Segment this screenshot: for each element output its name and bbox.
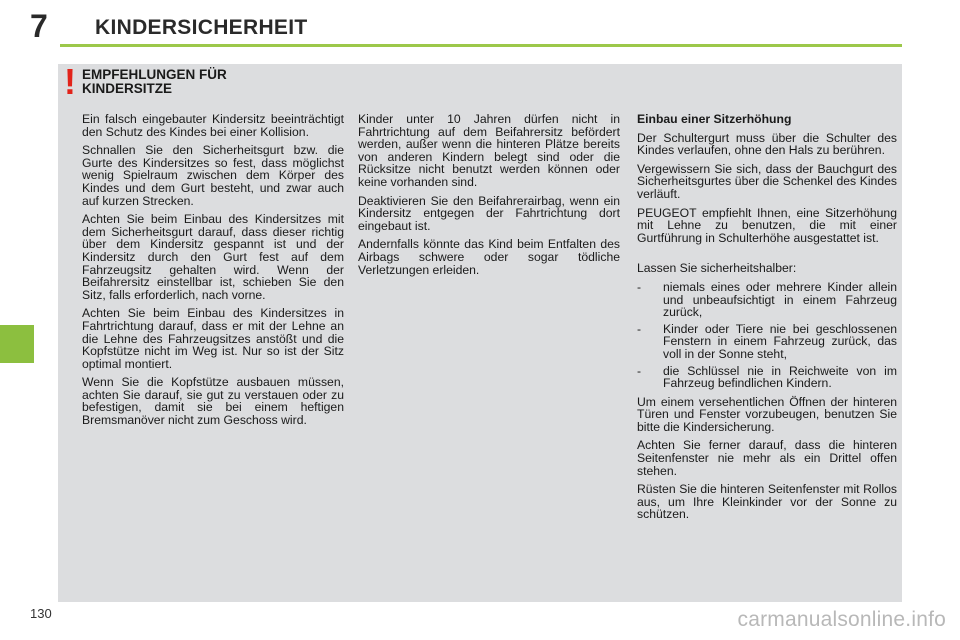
list-item-text: Kinder oder Tiere nie bei geschlossenen Fenstern in einem Fahrzeug zurück, das voll in der Sonne steht, bbox=[663, 321, 897, 361]
header-divider bbox=[60, 44, 902, 47]
section-title bbox=[82, 68, 322, 96]
text-column-2 bbox=[358, 113, 620, 282]
paragraph: PEUGEOT empfiehlt Ihnen, eine Sitzerhöhung mit Lehne zu benutzen, die mit einer Gurtführung in Schulterhöhe ausgestattet ist. bbox=[637, 205, 897, 245]
list-item-text: niemals eines oder mehrere Kinder allein und unbeaufsichtigt in einem Fahrzeug zurück, bbox=[663, 279, 897, 320]
list-item bbox=[637, 281, 897, 319]
paragraph: Rüsten Sie die hinteren Seitenfenster mit Rollos aus, um Ihre Kleinkinder vor der Sonne zu schützen. bbox=[637, 482, 897, 522]
section-title-line2: KINDERSITZE bbox=[82, 81, 173, 96]
list-intro: Lassen Sie sicherheitshalber: bbox=[637, 261, 797, 276]
paragraph: Deaktivieren Sie den Beifahrerairbag, wenn ein Kindersitz entgegen der Fahrtrichtung dort eingebaut ist. bbox=[358, 193, 620, 233]
paragraph: Kinder unter 10 Jahren dürfen nicht in Fahrtrichtung auf dem Beifahrersitz befördert werden, außer wenn die hinteren Plätze bereits von anderen Kindern belegt sind oder die Rücksitze nicht benutzt werden können oder keine vorhanden sind. bbox=[358, 112, 620, 189]
chapter-title: KINDERSICHERHEIT bbox=[95, 16, 308, 39]
text-column-1 bbox=[82, 113, 344, 433]
list-item bbox=[637, 323, 897, 361]
dash-marker: - bbox=[637, 321, 642, 336]
paragraph: Ein falsch eingebauter Kindersitz beeinträchtigt den Schutz des Kindes bei einer Kollision. bbox=[82, 112, 344, 139]
paragraph: Achten Sie beim Einbau des Kindersitzes in Fahrtrichtung darauf, dass er mit der Lehne an die Lehne des Fahrzeugsitzes anstößt und die Kopfstütze nicht im Weg ist. Nur so ist der Sitz optimal montiert. bbox=[82, 306, 344, 371]
list-item-text: die Schlüssel nie in Reichweite von im Fahrzeug befindlichen Kindern. bbox=[663, 363, 897, 391]
paragraph: Vergewissern Sie sich, dass der Bauchgurt des Sicherheitsgurtes über die Schenkel des Kindes verläuft. bbox=[637, 161, 897, 201]
warning-icon: ! bbox=[64, 61, 76, 102]
paragraph: Wenn Sie die Kopfstütze ausbauen müssen, achten Sie darauf, sie gut zu verstauen oder zu befestigen, damit sie bei einem heftigen Bremsmanöver nicht zum Geschoss wird. bbox=[82, 375, 344, 428]
chapter-side-tab bbox=[0, 325, 34, 363]
watermark: carmanualsonline.info bbox=[737, 608, 946, 631]
page-number: 130 bbox=[30, 606, 52, 621]
section-title-line1: EMPFEHLUNGEN FÜR bbox=[82, 67, 227, 82]
text-column-3 bbox=[637, 113, 897, 527]
paragraph: Achten Sie ferner darauf, dass die hinteren Seitenfenster nie mehr als ein Drittel offen stehen. bbox=[637, 438, 897, 478]
chapter-number: 7 bbox=[30, 8, 48, 44]
dash-marker: - bbox=[637, 279, 642, 294]
safety-list bbox=[637, 281, 897, 390]
dash-marker: - bbox=[637, 363, 642, 378]
paragraph: Achten Sie beim Einbau des Kindersitzes mit dem Sicherheitsgurt darauf, dass dieser richtig über dem Kindersitz gespannt ist und der Kindersitz durch den Gurt fest auf dem Fahrzeugsitz gehalten wird. Wenn der Beifahrersitz einstellbar ist, schieben Sie den Sitz, falls erforderlich, nach vorne. bbox=[82, 212, 344, 302]
subheading: Einbau einer Sitzerhöhung bbox=[637, 112, 792, 126]
paragraph: Schnallen Sie den Sicherheitsgurt bzw. die Gurte des Kindersitzes so fest, dass möglichst wenig Spielraum zwischen dem Körper des Kindes und dem Gurt besteht, und zwar auch auf kurzen Strecken. bbox=[82, 143, 344, 208]
paragraph: Der Schultergurt muss über die Schulter des Kindes verlaufen, ohne den Hals zu berühren. bbox=[637, 130, 897, 158]
paragraph: Andernfalls könnte das Kind beim Entfalten des Airbags schwere oder sogar tödliche Verletzungen erleiden. bbox=[358, 237, 620, 277]
paragraph: Um einem versehentlichen Öffnen der hinteren Türen und Fenster vorzubeugen, benutzen Sie bitte die Kindersicherung. bbox=[637, 394, 897, 434]
list-item bbox=[637, 365, 897, 390]
